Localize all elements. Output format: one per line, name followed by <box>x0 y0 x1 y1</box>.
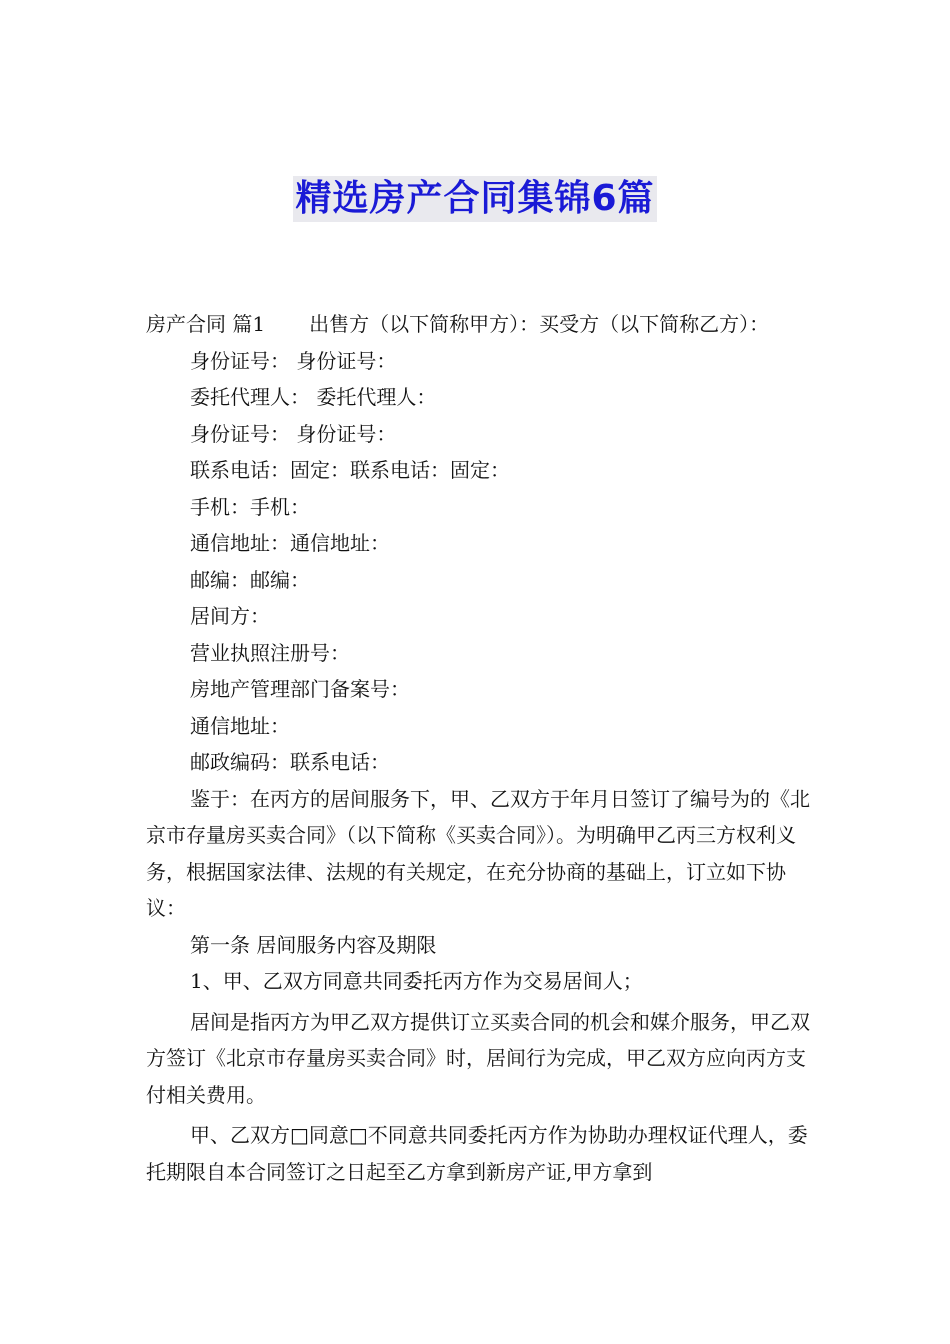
clause-item: 1、甲、乙双方同意共同委托丙方作为交易居间人； <box>190 969 643 993</box>
body-paragraph: 甲、乙双方□同意□不同意共同委托丙方作为协助办理权证代理人，委托期限自本合同签订之日起至乙方拿到新房产证,甲方拿到 <box>146 1123 808 1184</box>
field-line: 居间方： <box>190 604 270 628</box>
recital-paragraph: 鉴于：在丙方的居间服务下，甲、乙双方于年月日签订了编号为的《北京市存量房买卖合同》（以下简称《买卖合同》）。为明确甲乙丙三方权利义务，根据国家法律、法规的有关规定，在充分协商的基础上，订立如下协议： <box>146 786 810 920</box>
field-line: 身份证号： 身份证号： <box>190 348 397 373</box>
title-container <box>0 176 950 222</box>
intro-paragraph <box>146 306 810 343</box>
body-paragraph: 居间是指丙方为甲乙双方提供订立买卖合同的机会和媒介服务，甲乙双方签订《北京市存量房买卖合同》时，居间行为完成，甲乙双方应向丙方支付相关费用。 <box>146 1009 810 1107</box>
field-line: 联系电话：固定：联系电话：固定： <box>190 458 510 482</box>
section-label: 房产合同 篇1 <box>146 312 266 336</box>
document-body <box>146 306 810 1190</box>
field-line: 房地产管理部门备案号： <box>190 677 410 701</box>
field-line: 通信地址：通信地址： <box>190 531 390 555</box>
field-line: 身份证号： 身份证号： <box>190 421 397 446</box>
field-line: 邮编：邮编： <box>190 567 310 592</box>
field-line: 委托代理人： 委托代理人： <box>190 385 437 409</box>
field-line: 通信地址： <box>190 713 290 738</box>
field-line: 邮政编码：联系电话： <box>190 750 390 774</box>
document-title: 精选房产合同集锦6篇 <box>293 176 656 222</box>
intro-text: 出售方（以下简称甲方）：买受方（以下简称乙方）： <box>309 312 770 336</box>
field-line: 手机：手机： <box>190 494 310 519</box>
article-heading: 第一条 居间服务内容及期限 <box>190 932 437 957</box>
field-line: 营业执照注册号： <box>190 640 350 665</box>
